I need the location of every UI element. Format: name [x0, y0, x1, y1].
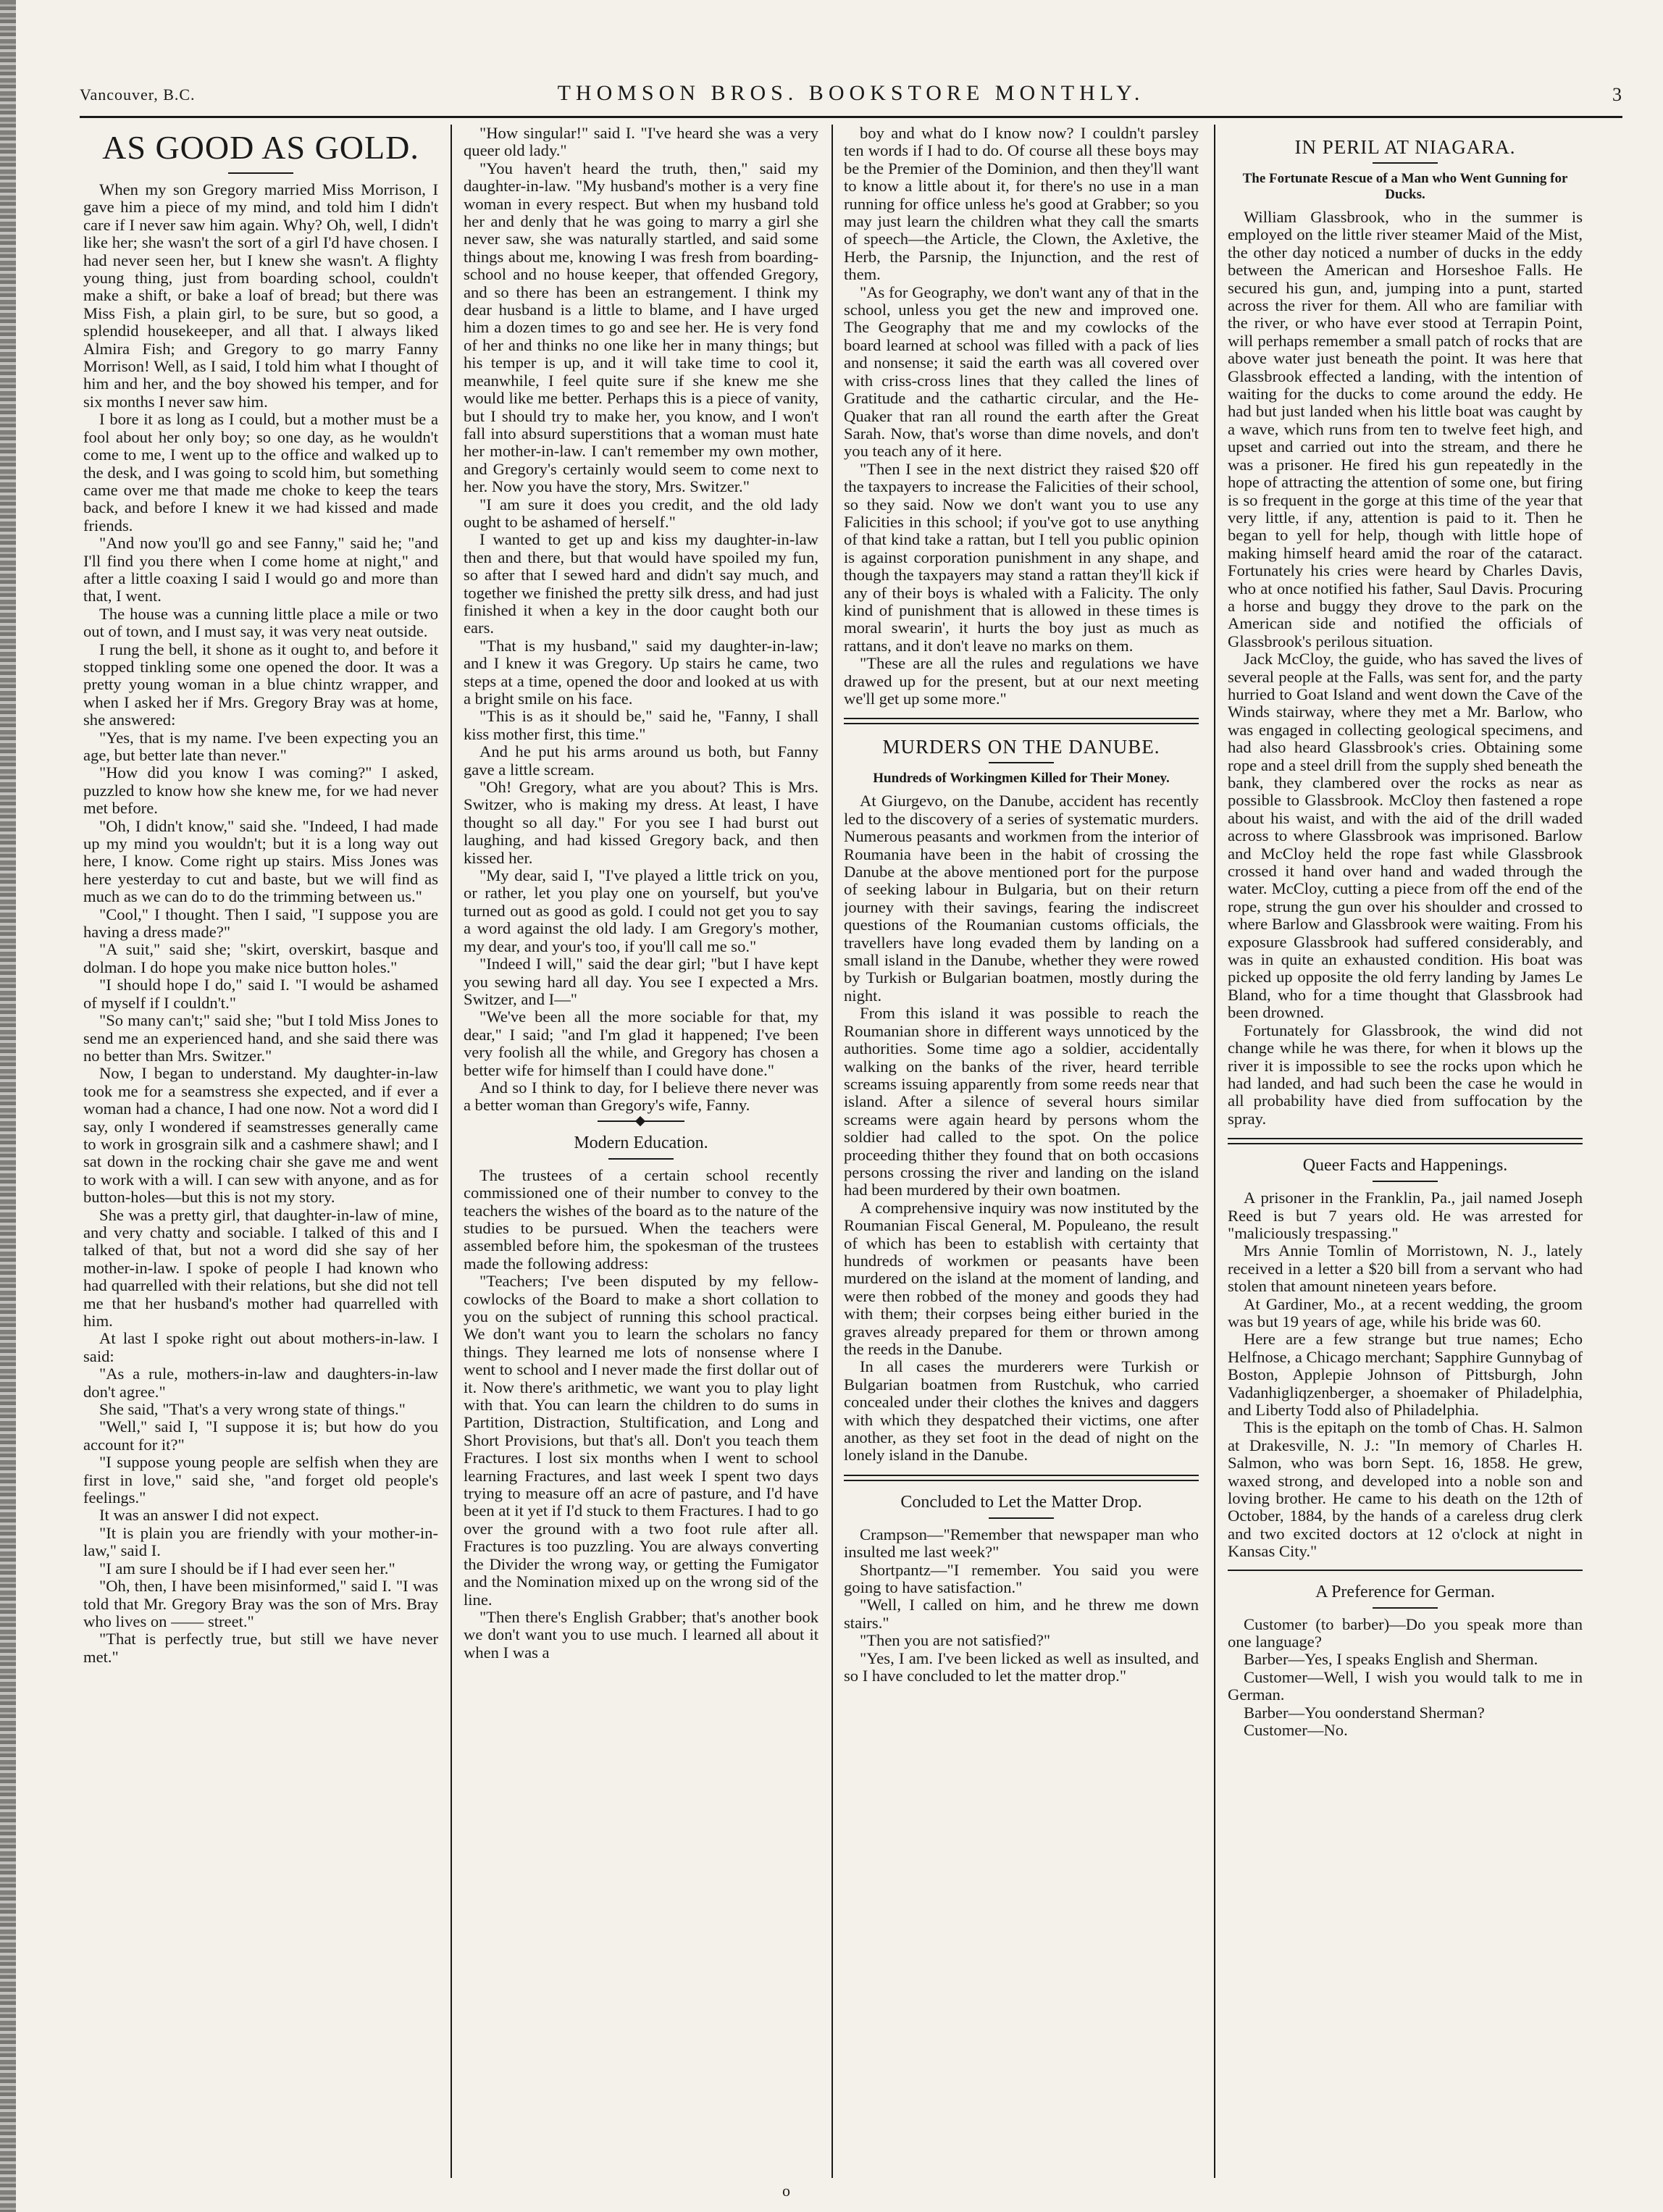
paragraph: "As for Geography, we don't want any of that in the school, unless you get the new and improved one. The Geography that me and my cowlocks of the board learned at school was filled with a pack of lies and nonsense; it said the earth was all covered over with criss-cross lines that they called the lines of Gratitude and the cathartic circular, and the He-Quaker that ran all round the earth after the Great Sarah. Now, that's worse than dime novels, and don't you teach any of it here. — [844, 282, 1199, 461]
paragraph: "So many can't;" said she; "but I told Miss Jones to send me an experienced hand, and she said there was no better than Mrs. Switzer." — [83, 1011, 438, 1065]
paragraph: She said, "That's a very wrong state of things." — [99, 1400, 406, 1419]
paragraph: "Oh! Gregory, what are you about? This is Mrs. Switzer, who is making my dress. At least, I have thought so all day." For you see I had burst out laughing, and had kissed Gregory back, and then kissed her. — [464, 778, 818, 867]
paragraph: "I am sure it does you credit, and the old lady ought to be ashamed of herself." — [464, 495, 818, 531]
paragraph: "That is perfectly true, but still we have never met." — [83, 1630, 438, 1666]
paragraph: "This is as it should be," said he, "Fanny, I shall kiss mother first, this time." — [464, 707, 818, 743]
paragraph: "Cool," I thought. Then I said, "I suppose you are having a dress made?" — [83, 905, 438, 942]
article-title-concluded: Concluded to Let the Matter Drop. — [900, 1492, 1142, 1512]
article-subtitle: The Fortunate Rescue of a Man who Went Gunning for Ducks. — [1242, 171, 1568, 202]
section-ornament — [598, 1120, 684, 1122]
paragraph: Mrs Annie Tomlin of Morristown, N. J., lately received in a letter a $20 bill from a servant who had stolen that amount nineteen years before. — [1228, 1241, 1583, 1296]
paragraph: "Indeed I will," said the dear girl; "but I have kept you sewing hard all day. You see I expected a Mrs. Switzer, and I—" — [464, 955, 818, 1008]
article-body — [844, 792, 1199, 1464]
article-title-as-good-as-gold: AS GOOD AS GOLD. — [102, 129, 419, 166]
title-rule — [1373, 1607, 1438, 1609]
paragraph: "We've been all the more sociable for that, my dear," I said; "and I'm glad it happened; I've been very foolish all the while, and Gregory has chosen a better wife for himself than I could have done." — [464, 1007, 818, 1079]
paragraph: "I suppose young people are selfish when they are first in love," said she, "and forget old people's feelings." — [83, 1453, 438, 1507]
paragraph: Here are a few strange but true names; Echo Helfnose, a Chicago merchant; Sapphire Gunnybag of Boston, Applepie Johnson of Pittsburgh, John Vadanhigliqzenberger, a shoemaker of Philadelphia, and Liberty Todd also of Philadelphia. — [1228, 1330, 1583, 1419]
section-rule — [1228, 1570, 1583, 1571]
paragraph: "These are all the rules and regulations we have drawed up for the present, but at our next meeting we'll get up some more." — [844, 654, 1199, 708]
paragraph: "I am sure I should be if I had ever seen her." — [99, 1559, 395, 1578]
article-title-queer-facts: Queer Facts and Happenings. — [1302, 1156, 1508, 1176]
paragraph: "And now you'll go and see Fanny," said he; "and I'll find you there when I come home at night," and after a little coaxing I said I would go and more than that, I went. — [83, 534, 438, 606]
paragraph: "Yes, that is my name. I've been expecting you an age, but better late than never." — [83, 728, 438, 764]
paragraph: The trustees of a certain school recently commissioned one of their number to convey to the teachers the wishes of the board as to the nature of the studies to be pursued. When the teachers were assembled before him, the spokesman of the trustees made the following address: — [464, 1165, 818, 1273]
paragraph: At Gardiner, Mo., at a recent wedding, the groom was but 19 years of age, while his bride was 60. — [1228, 1294, 1583, 1331]
article-body-continued — [844, 125, 1199, 708]
paragraph: Jack McCloy, the guide, who has saved the lives of several people at the Falls, was sent for, and the party hurried to Goat Island and went down the Cave of the Winds stairway, where they met a Mr. Barlow, who was engaged in collecting geological specimens, and had also heard Glassbrook's cries. Obtaining some rope and a steel drill from the supply shed beneath the bank, they clambered over the rocks as near as possible to Glassbrook. McCloy then fastened a rope about his waist, and with the aid of the drill waded across to where Glassbrook was imprisoned. Barlow and McCloy held the rope fast while Glassbrook crossed it hand over hand and waded through the water. McCloy, cutting a piece from off the end of the rope, strung the gun over his shoulder and crossed to where Barlow and Glassbrook were waiting. From his exposure Glassbrook had suffered considerably, and was in quite an exhausted condition. His boat was picked up opposite the old ferry landing by James Le Bland, who for a time thought that Glassbrook had been drowned. — [1228, 650, 1583, 1022]
article-body-continued — [464, 125, 818, 1115]
paragraph: I wanted to get up and kiss my daughter-in-law then and there, but that would have spoiled my fun, so after that I sewed hard and didn't say much, and together we finished the pretty silk dress, and had just finished it when a key in the door caught both our ears. — [464, 530, 818, 637]
page-header — [80, 81, 1622, 113]
paragraph: And so I think to day, for I believe there never was a better woman than Gregory's wife, Fanny. — [464, 1078, 818, 1115]
paragraph: "Yes, I am. I've been licked as well as insulted, and so I have concluded to let the matter drop." — [844, 1648, 1199, 1685]
paragraph: "Oh, I didn't know," said she. "Indeed, I had made up my mind you wouldn't; but it is a long way out here, I know. Come right up stairs. Miss Jones was here yesterday to cut and baste, but we will find as much as we can do to do the trimming between us." — [83, 816, 438, 906]
paragraph: Barber—Yes, I speaks English and Sherman. — [1244, 1650, 1538, 1669]
paragraph: "I should hope I do," said I. "I would be ashamed of myself if I couldn't." — [83, 976, 438, 1012]
paragraph: "It is plain you are friendly with your mother-in-law," said I. — [83, 1523, 438, 1560]
article-title-preference-for-german: A Preference for German. — [1315, 1582, 1495, 1601]
paragraph: "Oh, then, I have been misinformed," said I. "I was told that Mr. Gregory Bray was the son of Mrs. Bray who lives on —— street." — [83, 1577, 438, 1630]
section-rule — [1228, 1138, 1583, 1144]
paragraph: Customer—No. — [1244, 1721, 1348, 1740]
section-rule — [844, 1475, 1199, 1481]
title-rule — [608, 1158, 674, 1160]
paragraph: "You haven't heard the truth, then," said my daughter-in-law. "My husband's mother is a very fine woman in every respect. But when my husband told her and denly that he was going to marry a girl she never saw, she was naturally startled, and said some things about me, knowing I was fresh from boarding-school and no house keeper, that offended Gregory, and so there has been an estrangement. I think my dear husband is a little to blame, and I have urged him a dozen times to go and see her. He is very fond of her and thinks no one like her in many things; but his temper is up, and it will take time to cool it, meanwhile, I feel quite sure if she knew me she would like me better. Perhaps this is a piece of vanity, but I should try to make her, you know, and I won't fall into absurd superstitions that a woman must hate her mother-in-law. I can't remember my own mother, and Gregory's certainly would seem to come next to her. Now you have the story, Mrs. Switzer." — [464, 159, 818, 496]
paragraph: From this island it was possible to reach the Roumanian shore in different ways unnoticed by the authorities. Some time ago a soldier, accidentally walking on the banks of the river, heard terrible screams issuing apparently from some reeds near that island. After a silence of several hours similar screams were again heard by persons whom the soldier had called to the spot. On the police proceeding thither they found that on both occasions persons crossing the river and landing on the island had been murdered by their own boatmen. — [844, 1004, 1199, 1199]
title-rule — [1373, 1181, 1438, 1182]
title-rule — [989, 1517, 1054, 1519]
article-title-modern-education: Modern Education. — [574, 1133, 708, 1152]
column-3 — [844, 125, 1199, 2178]
paragraph: boy and what do I know now? I couldn't parsley ten words if I had to do. Of course all these boys may be the Premier of the Dominion, and then they'll want to know a little about it, for there's no use in a man running for office unless he's good at Grabber; so you may just learn the children what they call the smarts of speech—the Article, the Clown, the Axletive, the Herb, the Parsnip, the Injunction, and the rest of them. — [844, 125, 1199, 284]
column-4 — [1228, 125, 1583, 2178]
paragraph: "My dear, said I, "I've played a little trick on you, or rather, let you play one on yourself, but you've turned out as good as gold. I could not get you to say a word against the old lady. I am Gregory's mother, my dear, and your's too, if you'll call me so." — [464, 866, 818, 955]
column-rule — [451, 125, 452, 2178]
column-1 — [83, 125, 438, 2178]
paragraph: "Then you are not satisfied?" — [860, 1631, 1051, 1650]
paragraph: And he put his arms around us both, but Fanny gave a little scream. — [464, 742, 818, 779]
page-number: 3 — [1612, 84, 1622, 105]
paragraph: This is the epitaph on the tomb of Chas. H. Salmon at Drakesville, N. J.: "In memory of Charles H. Salmon, who was born Sept. 16, 1858. He grew, waxed strong, and developed into a noble son and loving brother. He came to his death on the 12th of October, 1884, by the hands of a careless drug clerk and two excited doctors at 12 o'clock at night in Kansas City." — [1228, 1418, 1583, 1561]
section-rule — [844, 718, 1199, 724]
paragraph: Fortunately for Glassbrook, the wind did not change while he was there, for when it blows up the river it is impossible to see the rocks upon which he had landed, and had such been the case he would in all probability have died from suffocation by the spray. — [1228, 1021, 1583, 1128]
paragraph: I bore it as long as I could, but a mother must be a fool about her only boy; so one day, as he wouldn't come to me, I went up to the office and walked up to the desk, and I was going to scold him, but something came over me that made me choke to keep the tears back, and before I knew it we had kissed and made friends. — [83, 410, 438, 535]
column-rule — [1214, 125, 1215, 2178]
paragraph: She was a pretty girl, that daughter-in-law of mine, and very chatty and sociable. I talked of this and I talked of that, but not a word did she say of her mother-in-law. I spoke of people I had known who had quarrelled with their relations, but she did not tell me that her husband's mother had quarrelled with him. — [83, 1205, 438, 1330]
paragraph: Now, I began to understand. My daughter-in-law took me for a seamstress she expected, and if ever a woman had a chance, I had one now. Not a word did I say, only I wondered if seamstresses generally came to work in grosgrain silk and a cashmere shawl; and I sat down in the rocking chair she gave me and went to work with a will. I can sew with anyone, and as for button-holes—but this is not my story. — [83, 1064, 438, 1207]
paragraph: "Then there's English Grabber; that's another book we don't want you to use much. I learned all about it when I was a — [464, 1607, 818, 1662]
paragraph: "Then I see in the next district they raised $20 off the taxpayers to increase the Falicities of their school, so they said. Now we don't want you to use any Falicities in this school; if you've got to use anything of that kind take a rattan, but I tell you public opinion is against corporation punishment in any shape, and though the taxpayers may stand a rattan they'll kick if any of their boys is whaled with a Falicity. The only kind of punishment that is allowed in these times is moral swearin', it hurts the boy just as much as rattans, and it don't leave no marks on them. — [844, 459, 1199, 655]
paragraph: "As a rule, mothers-in-law and daughters-in-law don't agree." — [83, 1365, 438, 1401]
paragraph: "A suit," said she; "skirt, overskirt, basque and dolman. I do hope you make nice button holes." — [83, 940, 438, 976]
paragraph: I rung the bell, it shone as it ought to, and before it stopped tinkling some one opened the door. It was a pretty young woman in a blue chintz wrapper, and when I asked her if Mrs. Gregory Bray was at home, she answered: — [83, 640, 438, 729]
masthead: THOMSON BROS. BOOKSTORE MONTHLY. — [557, 81, 1145, 105]
title-rule — [1373, 162, 1438, 164]
paragraph: At Giurgevo, on the Danube, accident has recently led to the discovery of a series of systematic murders. Numerous peasants and workmen from the interior of Roumania have been in the habit of crossing the Danube at the above mentioned port for the purpose of seeking labour in Bulgaria, but on their return journey with their savings, fearing the indiscreet questions of the Roumanian customs officials, the travellers have long evaded them by landing on a small island in the Danube, whether they were rowed by Turkish or Bulgarian boatmen, mostly during the night. — [844, 792, 1199, 1005]
paragraph: A comprehensive inquiry was now instituted by the Roumanian Fiscal General, M. Populeano, the result of which has been to establish with certainty that hundreds of workmen or peasants have been murdered on the island at the moment of landing, and were then robbed of the money and goods they had with them; their corpses being either buried in the graves already prepared for them or thrown among the reeds in the Danube. — [844, 1198, 1199, 1358]
article-body — [1228, 1189, 1583, 1561]
paragraph: "How singular!" said I. "I've heard she was a very queer old lady." — [464, 125, 818, 160]
paragraph: "How did you know I was coming?" I asked, puzzled to know how she knew me, for we had never met before. — [83, 763, 438, 818]
article-body — [83, 181, 438, 1666]
article-body — [844, 1526, 1199, 1685]
paragraph: The house was a cunning little place a mile or two out of town, and I must say, it was very neat outside. — [83, 604, 438, 641]
paragraph: "Well," said I, "I suppose it is; but how do you account for it?" — [83, 1417, 438, 1454]
paragraph: Shortpantz—"I remember. You said you were going to have satisfaction." — [844, 1560, 1199, 1597]
paragraph: Barber—You oonderstand Sherman? — [1244, 1703, 1485, 1722]
paragraph: "Well, I called on him, and he threw me down stairs." — [844, 1596, 1199, 1632]
paragraph: Crampson—"Remember that newspaper man who insulted me last week?" — [844, 1525, 1199, 1562]
column-2 — [464, 125, 818, 2178]
article-body — [1228, 1616, 1583, 1740]
paragraph: It was an answer I did not expect. — [99, 1506, 319, 1525]
paragraph: William Glassbrook, who in the summer is employed on the little river steamer Maid of the Mist, the other day noticed a number of ducks in the eddy between the American and Horseshoe Falls. He secured his gun, and, jumping into a punt, started across the river for them. All who are familiar with the river, or who have ever stood at Terrapin Point, will perhaps remember a small patch of rocks that are above water just beneath the point. It was here that Glassbrook effected a landing, with the intention of waiting for the ducks to come around the eddy. He had but just landed when his little boat was caught by a wave, which runs from ten to twelve feet high, and upset and carried out into the stream, and there he was a prisoner. He fired his gun repeatedly in the hope of attracting the attention of some one, but firing is so frequent in the gorge at this time of the year that very little, if any, attention is paid to it. Then he began to yell for help, though with little hope of making himself heard amid the roar of the cataract. Fortunately his cries were heard by Charles Davis, who at once notified his father, Saul Davis. Procuring a horse and buggy they drove to the park on the American side and notified the officials of Glassbrook's perilous situation. — [1228, 208, 1583, 650]
paragraph: A prisoner in the Franklin, Pa., jail named Joseph Reed is but 7 years old. He was arrested for "maliciously trespassing." — [1228, 1189, 1583, 1242]
paragraph: Customer (to barber)—Do you speak more than one language? — [1228, 1614, 1583, 1651]
column-rule — [832, 125, 833, 2178]
paragraph: At last I spoke right out about mothers-in-law. I said: — [83, 1329, 438, 1365]
paragraph: In all cases the murderers were Turkish or Bulgarian boatmen from Rustchuk, who carried concealed under their clothes the knives and daggers with which they despatched their victims, one after another, as they set foot in the dead of night on the lonely island in the Danube. — [844, 1357, 1199, 1465]
page-footer-mark: o — [782, 2182, 790, 2200]
title-rule — [989, 762, 1054, 763]
paragraph: When my son Gregory married Miss Morrison, I gave him a piece of my mind, and told him I didn't care if I never saw him again. Why? Oh, well, I didn't like her; she wasn't the sort of a girl I'd have chosen. I had never seen her, but I knew she wasn't. A flighty young thing, just from boarding school, couldn't make a shift, or bake a loaf of bread; but there was Miss Fish, a plain girl, to be sure, but so good, a splendid housekeeper, and all that. I always liked Almira Fish; and Gregory to go marry Fanny Morrison! Well, as I said, I told him what I thought of him and her, and the boy showed his temper, and for six months I never saw him. — [83, 180, 438, 411]
scan-edge — [0, 0, 16, 2212]
header-rule — [80, 116, 1622, 118]
article-subtitle: Hundreds of Workingmen Killed for Their Money. — [873, 771, 1170, 787]
header-location: Vancouver, B.C. — [80, 85, 196, 104]
paragraph: Customer—Well, I wish you would talk to me in German. — [1228, 1667, 1583, 1704]
title-rule — [228, 172, 293, 174]
article-body — [1228, 209, 1583, 1128]
paragraph: "That is my husband," said my daughter-in-law; and I knew it was Gregory. Up stairs he came, two steps at a time, opened the door and looked at us with a bright smile on his face. — [464, 636, 818, 708]
article-body — [464, 1167, 818, 1662]
article-title-murders-on-the-danube: MURDERS ON THE DANUBE. — [882, 736, 1160, 758]
paragraph: "Teachers; I've been disputed by my fellow-cowlocks of the Board to make a short collation to you on the subject of running this school practical. We don't want you to learn the scholars no fancy things. They learned me lots of nonsense where I went to school and I never made the first dollar out of it. Now there's arithmetic, we want you to play light with that. You can learn the children to do sums in Partition, Distraction, Stultification, and Long and Short Provisions, but that's all. Don't you teach them Fractures. I lost six months when I went to school learning Fractures, and last week I spent two days trying to measure off an acre of pasture, and I'd have been at it yet if I'd stuck to them Fractures. I had to go over the ground with a two foot rule after all. Fractures is too puzzling. You are always converting the Divider the wrong way, or getting the Fumigator and the Nomination mixed up on the wrong sid of the line. — [464, 1272, 818, 1609]
article-title-in-peril-at-niagara: IN PERIL AT NIAGARA. — [1294, 136, 1516, 158]
